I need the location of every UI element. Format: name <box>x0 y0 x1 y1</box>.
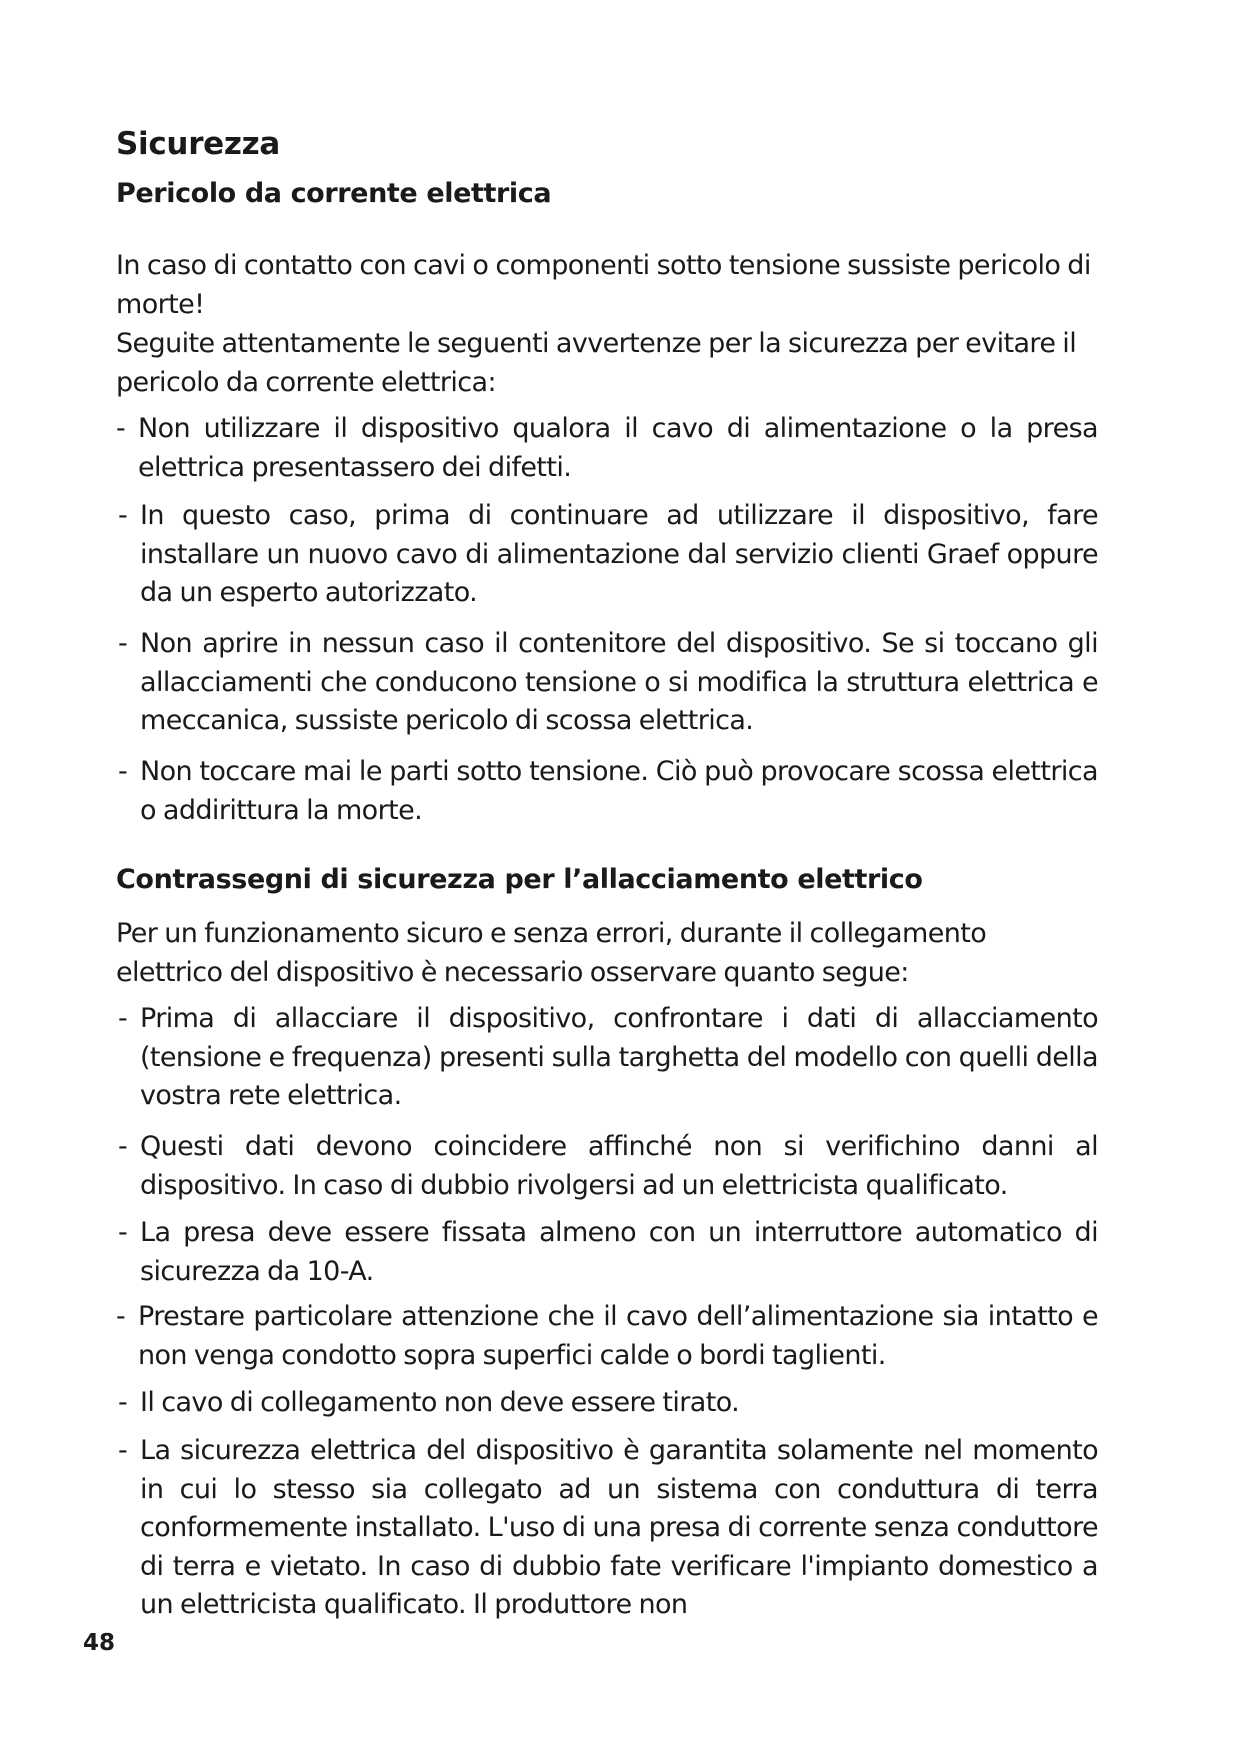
list-item <box>118 1000 1098 1116</box>
list-item <box>118 1432 1098 1625</box>
bullet-dash: - <box>118 500 128 531</box>
bullet-dash: - <box>118 1131 128 1162</box>
page-title: Sicurezza <box>116 126 281 162</box>
section-heading-safety-marks: Contrassegni di sicurezza per l’allacciamento elettrico <box>116 864 923 895</box>
list-item-text: La presa deve essere fissata almeno con un interruttore automatico di sicurezza da 10-A. <box>140 1217 1098 1287</box>
list-item-text: Non utilizzare il dispositivo qualora il cavo di alimentazione o la presa elettrica presentassero dei difetti. <box>138 413 1098 483</box>
intro-paragraph: In caso di contatto con cavi o componenti sotto tensione sussiste pericolo di morte! <box>116 250 1091 320</box>
bullet-dash: - <box>118 756 128 787</box>
list-item-text: Il cavo di collegamento non deve essere tirato. <box>140 1387 740 1418</box>
intro-paragraph: Seguite attentamente le seguenti avvertenze per la sicurezza per evitare il pericolo da corrente elettrica: <box>116 328 1077 398</box>
list-item <box>116 1298 1098 1375</box>
list-item <box>118 1128 1098 1205</box>
bullet-dash: - <box>116 1301 126 1332</box>
list-item <box>118 1214 1098 1291</box>
list-item-text: In questo caso, prima di continuare ad utilizzare il dispositivo, fare installare un nuovo cavo di alimentazione dal servizio clienti Graef oppure da un esperto autorizzato. <box>140 500 1098 608</box>
list-item-text: Non aprire in nessun caso il contenitore del dispositivo. Se si toccano gli allacciamenti che conducono tensione o si modifica la struttura elettrica e meccanica, sussiste pericolo di scossa elettrica. <box>140 628 1098 736</box>
bullet-dash: - <box>118 628 128 659</box>
list-item <box>118 625 1098 741</box>
intro-paragraph: Per un funzionamento sicuro e senza errori, durante il collegamento elettrico del dispositivo è necessario osservare quanto segue: <box>116 918 987 988</box>
list-item <box>118 497 1098 613</box>
bullet-dash: - <box>118 1387 128 1418</box>
bullet-dash: - <box>118 1217 128 1248</box>
list-item-text: Non toccare mai le parti sotto tensione. Ciò può provocare scossa elettrica o addirittura la morte. <box>140 756 1098 826</box>
list-item-text: Prestare particolare attenzione che il cavo dell’alimentazione sia intatto e non venga condotto sopra superfici calde o bordi taglienti. <box>138 1301 1098 1371</box>
list-item-text: La sicurezza elettrica del dispositivo è garantita solamente nel momento in cui lo stesso sia collegato ad un sistema con conduttura di terra conformemente installato. L'uso di una presa di corrente senza conduttore di terra e vietato. In caso di dubbio fate verificare l'impianto domestico a un elettricista qualificato. Il produttore non <box>140 1435 1098 1620</box>
page-number: 48 <box>83 1630 116 1656</box>
list-item-text: Questi dati devono coincidere affinché non si verifichino danni al dispositivo. In caso di dubbio rivolgersi ad un elettricista qualificato. <box>140 1131 1098 1201</box>
bullet-dash: - <box>118 1435 128 1466</box>
list-item <box>116 410 1098 487</box>
bullet-dash: - <box>116 413 126 444</box>
list-item-text: Prima di allacciare il dispositivo, confrontare i dati di allacciamento (tensione e frequenza) presenti sulla targhetta del modello con quelli della vostra rete elettrica. <box>140 1003 1098 1111</box>
bullet-dash: - <box>118 1003 128 1034</box>
list-item <box>118 1384 1098 1423</box>
section-heading-electric-danger: Pericolo da corrente elettrica <box>116 178 552 209</box>
list-item <box>118 753 1098 830</box>
